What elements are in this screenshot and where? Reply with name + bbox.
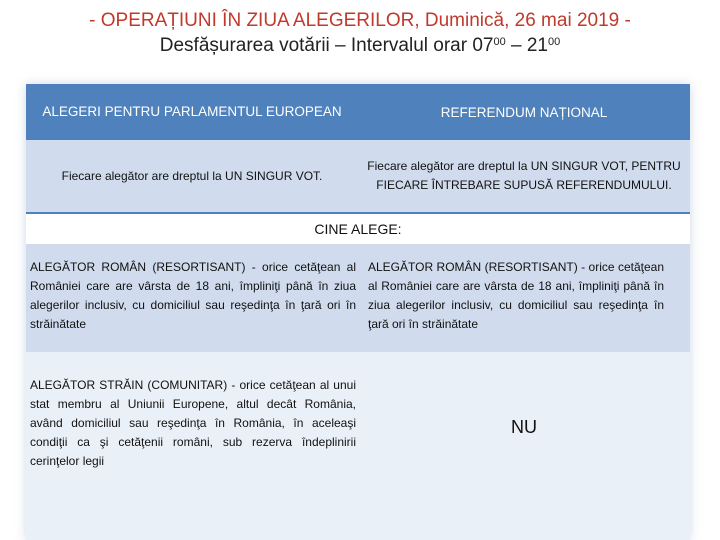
- comparison-table: [26, 84, 690, 540]
- foreign-european: ALEGĂTOR STRĂIN (COMUNITAR) - orice cetăţean al unui stat membru al Uniunii Europene, altul decât România, având domiciliul sau reşedinţa în România, în aceleaşi condiţii ca şi cetăţenii români, sub rezerva îndeplinirii cerinţelor legii: [30, 378, 356, 468]
- foreign-referendum: NU: [511, 416, 537, 437]
- title-line-2-mid: – 21: [505, 35, 548, 56]
- resident-european: ALEGĂTOR ROMÂN (RESORTISANT) - orice cetăţean al României care are vârsta de 18 ani, împliniţi până în ziua alegerilor inclusiv, cu domiciliul sau reşedinţa în ţară ori în străinătate: [30, 260, 356, 331]
- title-end-minutes: 00: [547, 36, 561, 48]
- table-row-resident: [26, 244, 690, 352]
- table-row-foreign: [26, 352, 690, 540]
- table-row-rights: [26, 140, 690, 212]
- table-row-who-votes: CINE ALEGE:: [26, 212, 690, 244]
- header-european-parliament: ALEGERI PENTRU PARLAMENTUL EUROPEAN: [42, 104, 342, 119]
- rights-european: Fiecare alegător are dreptul la UN SINGUR VOT.: [61, 168, 323, 183]
- header-national-referendum: REFERENDUM NAȚIONAL: [440, 104, 608, 120]
- table-header: [26, 84, 690, 140]
- resident-referendum: ALEGĂTOR ROMÂN (RESORTISANT) - orice cetăţean al României care are vârsta de 18 ani, împliniţi până în ziua alegerilor inclusiv, cu domiciliul sau reşedinţa în ţară ori în străinătate: [368, 260, 664, 331]
- rights-referendum: Fiecare alegător are dreptul la UN SINGUR VOT, PENTRU FIECARE ÎNTREBARE SUPUSĂ REFERENDUMULUI.: [367, 159, 681, 192]
- page-title: [0, 8, 720, 58]
- title-start-minutes: 00: [493, 36, 506, 48]
- title-line-2: [0, 33, 720, 58]
- title-line-1: - OPERAȚIUNI ÎN ZIUA ALEGERILOR, Duminică, 26 mai 2019 -: [89, 10, 631, 31]
- title-line-2-text: Desfășurarea votării – Intervalul orar 07: [159, 35, 494, 56]
